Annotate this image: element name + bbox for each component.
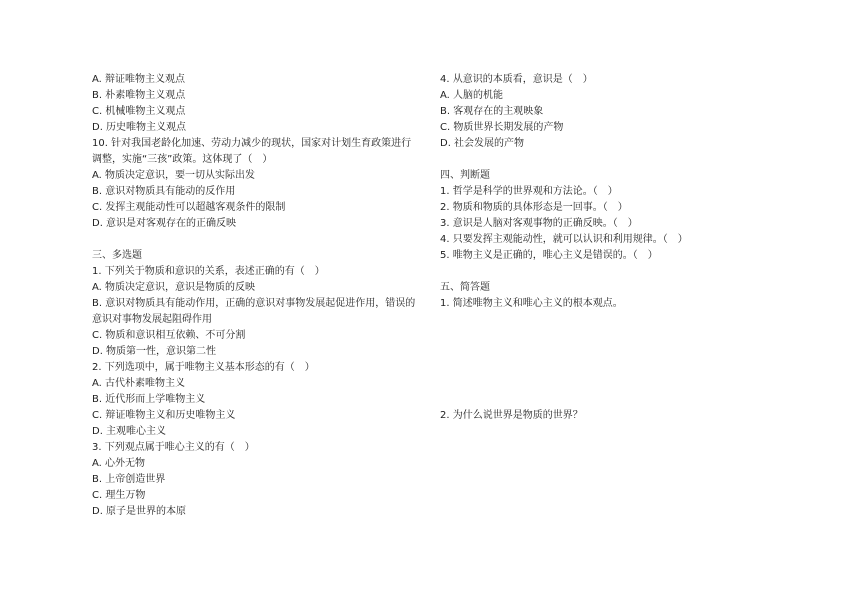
judge-item-4: 4. 只要发挥主观能动性，就可以认识和利用规律。（ ） — [440, 234, 688, 245]
q9-option-a: A. 辩证唯物主义观点 — [92, 74, 186, 85]
m3-option-d: D. 原子是世界的本原 — [92, 506, 187, 517]
judge-item-1: 1. 哲学是科学的世界观和方法论。（ ） — [440, 186, 618, 197]
m1-option-d: D. 物质第一性，意识第二性 — [92, 346, 217, 357]
q10-question: 10. 针对我国老龄化加速、劳动力减少的现状，国家对计划生育政策进行调整，实施“三孩”政策。这体现了（ ） — [92, 138, 412, 165]
m4-question: 4. 从意识的本质看，意识是（ ） — [440, 74, 593, 85]
left-column — [92, 72, 420, 520]
section-5-title: 五、简答题 — [440, 282, 490, 293]
m3-option-c: C. 理生万物 — [92, 490, 146, 501]
spacer — [440, 152, 770, 168]
short-answer-1: 1. 简述唯物主义和唯心主义的根本观点。 — [440, 298, 623, 309]
m3-question: 3. 下列观点属于唯心主义的有（ ） — [92, 442, 255, 453]
judge-item-3: 3. 意识是人脑对客观事物的正确反映。（ ） — [440, 218, 638, 229]
m1-question: 1. 下列关于物质和意识的关系，表述正确的有（ ） — [92, 266, 325, 277]
answer-space — [440, 312, 770, 408]
judge-item-2: 2. 物质和物质的具体形态是一回事。（ ） — [440, 202, 628, 213]
m2-option-a: A. 古代朴素唯物主义 — [92, 378, 186, 389]
q10-option-d: D. 意识是对客观存在的正确反映 — [92, 218, 237, 229]
m1-option-b: B. 意识对物质具有能动作用，正确的意识对事物发展起促进作用，错误的意识对事物发展起阻碍作用 — [92, 298, 416, 325]
q10-option-a: A. 物质决定意识，要一切从实际出发 — [92, 170, 256, 181]
m3-option-a: A. 心外无物 — [92, 458, 146, 469]
q9-option-b: B. 朴素唯物主义观点 — [92, 90, 186, 101]
m2-question: 2. 下列选项中，属于唯物主义基本形态的有（ ） — [92, 362, 315, 373]
judge-item-5: 5. 唯物主义是正确的，唯心主义是错误的。（ ） — [440, 250, 658, 261]
spacer — [440, 264, 770, 280]
m4-option-d: D. 社会发展的产物 — [440, 138, 525, 149]
q10-option-b: B. 意识对物质具有能动的反作用 — [92, 186, 236, 197]
m4-option-a: A. 人脑的机能 — [440, 90, 504, 101]
m2-option-b: B. 近代形而上学唯物主义 — [92, 394, 206, 405]
right-column — [440, 72, 770, 424]
q10-option-c: C. 发挥主观能动性可以超越客观条件的限制 — [92, 202, 286, 213]
m1-option-a: A. 物质决定意识，意识是物质的反映 — [92, 282, 256, 293]
m4-option-c: C. 物质世界长期发展的产物 — [440, 122, 564, 133]
m2-option-d: D. 主观唯心主义 — [92, 426, 167, 437]
m1-option-c: C. 物质和意识相互依赖、不可分割 — [92, 330, 246, 341]
q9-option-c: C. 机械唯物主义观点 — [92, 106, 186, 117]
section-3-title: 三、多选题 — [92, 250, 142, 261]
spacer — [92, 232, 420, 248]
short-answer-2: 2. 为什么说世界是物质的世界？ — [440, 410, 583, 421]
section-4-title: 四、判断题 — [440, 170, 490, 181]
q9-option-d: D. 历史唯物主义观点 — [92, 122, 187, 133]
m4-option-b: B. 客观存在的主观映象 — [440, 106, 544, 117]
m2-option-c: C. 辩证唯物主义和历史唯物主义 — [92, 410, 236, 421]
m3-option-b: B. 上帝创造世界 — [92, 474, 166, 485]
